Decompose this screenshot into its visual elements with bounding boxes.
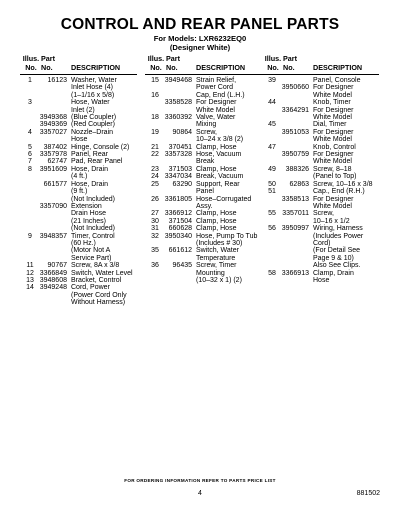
illus-number: 30 [151,217,159,225]
description-header: DESCRIPTION [196,63,246,72]
part-number: 370451 [168,143,192,151]
illus-number: 11 [26,262,34,270]
part-number: 371503 [168,165,192,173]
parts-row [262,240,379,247]
part-header: Part No. [166,54,180,72]
parts-row [20,136,137,143]
parts-row [145,247,262,254]
illus-number: 56 [268,225,276,233]
parts-row [145,166,262,173]
parts-row [145,107,262,114]
parts-row [20,129,137,136]
part-number: 90864 [172,128,192,136]
illus-number: 25 [151,180,159,188]
parts-row [145,144,262,151]
parts-row [145,255,262,262]
part-description: (Panel to Top) [313,173,357,181]
part-description: Screw, Timer [196,262,237,270]
parts-row [145,151,262,158]
part-description: Wiring, Harness [313,225,363,233]
part-description: Bracket, Control [71,276,122,284]
parts-row [262,181,379,188]
part-description: Assy. [196,202,213,210]
part-number: 3357027 [39,128,67,136]
part-description: Cap, End (L.H.) [196,91,245,99]
part-number: 661612 [168,247,192,255]
part-number: 388326 [285,165,309,173]
illus-number: 8 [28,165,32,173]
part-number: 3949369 [39,121,67,129]
parts-row [145,136,262,143]
part-number: 3950997 [281,225,309,233]
description-header: DESCRIPTION [313,63,363,72]
parts-row [20,262,137,269]
column-header [20,54,137,75]
part-number: 3357978 [39,151,67,159]
parts-row [20,181,137,188]
parts-row [20,173,137,180]
parts-row [20,77,137,84]
parts-row [262,218,379,225]
parts-row [145,240,262,247]
part-description: Clamp, Drain [313,269,354,277]
parts-list [145,77,262,284]
parts-row [20,196,137,203]
illus-number: 7 [28,158,32,166]
column-header [262,54,379,75]
illus-number: 16 [151,91,159,99]
illus-number: 5 [28,143,32,151]
part-description: Break, Vacuum [196,173,244,181]
part-number: 3951053 [281,128,309,136]
part-description: (60 Hz.) [71,239,96,247]
parts-row [20,240,137,247]
parts-list [262,77,379,284]
parts-column-3 [262,54,379,284]
parts-row [262,77,379,84]
parts-row [20,188,137,195]
illus-number: 3 [28,99,32,107]
parts-row [262,136,379,143]
part-description: Hose, Drain [71,180,108,188]
part-description: White Model [313,202,352,210]
part-description: Nozzle–Drain [71,128,114,136]
part-number: 3360392 [164,114,192,122]
ordering-note: FOR ORDERING INFORMATION REFER TO PARTS PRICE LIST [124,478,276,483]
part-number: 387402 [43,143,67,151]
part-number: 3950660 [281,84,309,92]
parts-row [20,225,137,232]
part-description: Panel, Console [313,77,361,84]
illus-number: 47 [268,143,276,151]
parts-row [262,92,379,99]
illus-number: 35 [151,247,159,255]
part-description: Hose, Pump To Tub [196,232,258,240]
part-description: Clamp, Hose [196,143,237,151]
illus-number: 49 [268,165,276,173]
part-number: 3949248 [39,284,67,292]
parts-row [262,166,379,173]
parts-row [20,114,137,121]
part-number: 3366849 [39,269,67,277]
parts-row [145,99,262,106]
part-header: Part No. [283,54,297,72]
part-number: 3948608 [39,276,67,284]
illus-number: 1 [28,77,32,84]
part-description: (9 ft.) [71,188,88,196]
parts-row [20,299,137,306]
parts-row [262,225,379,232]
parts-row [262,255,379,262]
part-number: 3361805 [164,195,192,203]
parts-row [262,173,379,180]
part-description: Break [196,158,215,166]
part-number: 660628 [168,225,192,233]
illus-number: 21 [151,143,159,151]
illus-number: 50 [268,180,276,188]
illus-number: 31 [151,225,159,233]
illus-number: 4 [28,128,32,136]
part-description: (10–32 x 1) (2) [196,276,242,284]
parts-row [145,218,262,225]
part-number: 90767 [47,262,67,270]
part-number: 3347034 [164,173,192,181]
illus-number: 6 [28,151,32,159]
parts-row [145,210,262,217]
parts-row [20,255,137,262]
part-description: Temperature [196,254,236,262]
parts-row [145,262,262,269]
illus-number: 32 [151,232,159,240]
part-description: Strain Relief, [196,77,237,84]
parts-row [20,210,137,217]
part-header: Part No. [41,54,55,72]
part-number: 3357328 [164,151,192,159]
parts-row [145,114,262,121]
parts-row [262,188,379,195]
parts-row [262,107,379,114]
illus-number: 14 [26,284,34,292]
page-number: 4 [198,490,202,497]
part-description: Page 9 & 10) [313,254,354,262]
parts-row [262,114,379,121]
illus-number: 39 [268,77,276,84]
models-line: For Models: LXR6232EQ0 [153,34,247,43]
parts-row [262,121,379,128]
part-description: Hose, Vacuum [196,151,242,159]
part-description: For Designer [313,195,354,203]
illus-number: 24 [151,173,159,181]
page-title: CONTROL AND REAR PANEL PARTS [60,16,340,33]
parts-row [20,158,137,165]
part-description: Screw, [313,210,335,218]
parts-row [145,173,262,180]
part-description: Service Part) [71,254,112,262]
illus-number: 45 [268,121,276,129]
part-description: Valve, Water [196,114,236,122]
parts-row [20,277,137,284]
part-description: Clamp, Hose [196,225,237,233]
part-description: (21 Inches) [71,217,107,225]
parts-row [20,151,137,158]
part-description: Hose, Drain [71,165,108,173]
part-description: For Designer [313,84,354,92]
part-description: Knob, Timer [313,99,351,107]
part-description: Knob, Control [313,143,356,151]
parts-row [262,129,379,136]
illus-number: 13 [26,276,34,284]
parts-row [145,181,262,188]
part-description: (Includes # 30) [196,239,243,247]
part-description: White Model [196,106,235,114]
part-description: Extension [71,202,102,210]
parts-row [145,188,262,195]
parts-row [20,144,137,151]
parts-row [262,262,379,269]
part-description: For Designer [313,151,354,159]
illus-header: Illus. No. [264,54,282,72]
part-description: Clamp, Hose [196,165,237,173]
part-description: Panel, Rear [71,151,108,159]
part-description: (4 ft.) [71,173,88,181]
parts-column-2 [145,54,262,284]
illus-number: 18 [151,114,159,122]
illus-number: 44 [268,99,276,107]
illus-number: 12 [26,269,34,277]
part-number: 63290 [172,180,192,188]
part-description: Panel [196,188,214,196]
parts-row [145,233,262,240]
part-description: Also See Clips. [313,262,361,270]
part-description: Cord) [313,239,331,247]
part-description: Screw, 10–16 x 3/8 [313,180,373,188]
part-description: Power Cord [196,84,233,92]
part-description: White Model [313,114,352,122]
part-description: Mixing [196,121,217,129]
part-number: 3951609 [39,165,67,173]
part-number: 16123 [47,77,67,84]
part-description: 10–24 x 3/8 (2) [196,136,244,144]
part-number: 3366913 [281,269,309,277]
parts-row [20,247,137,254]
part-number: 62863 [289,180,309,188]
description-header: DESCRIPTION [71,63,121,72]
part-number: 96435 [172,262,192,270]
part-description: White Model [313,91,352,99]
illus-number: 36 [151,262,159,270]
part-number: 3357090 [39,202,67,210]
parts-row [145,77,262,84]
part-number: 661577 [43,180,67,188]
part-description: (Red Coupler) [71,121,115,129]
illus-number: 51 [268,188,276,196]
part-description: Hinge, Console (2) [71,143,130,151]
part-number: 3357011 [282,210,309,218]
parts-row [262,84,379,91]
parts-row [145,158,262,165]
part-description: (Blue Coupler) [71,114,117,122]
parts-row [20,121,137,128]
part-description: (Motor Not A [71,247,111,255]
part-description: Switch, Water [196,247,239,255]
part-description: (1–1/16 x 5/8) [71,91,115,99]
part-description: Washer, Water [71,77,117,84]
part-number: 3950759 [281,151,309,159]
part-description: (Includes Power [313,232,364,240]
parts-row [262,99,379,106]
parts-row [262,270,379,277]
part-description: (Not Included) [71,225,115,233]
parts-row [262,196,379,203]
parts-row [262,151,379,158]
parts-row [262,233,379,240]
illus-number: 23 [151,165,159,173]
parts-row [20,99,137,106]
illus-header: Illus. No. [22,54,40,72]
part-description: For Designer [196,99,237,107]
parts-row [145,270,262,277]
variant-line: (Designer White) [169,43,231,52]
parts-row [20,107,137,114]
illus-number: 26 [151,195,159,203]
part-number: 371504 [168,217,192,225]
part-description: Screw, [196,128,218,136]
illus-header: Illus. No. [147,54,165,72]
part-description: Clamp, Hose [196,217,237,225]
part-description: Without Harness) [71,299,126,307]
part-description: Support, Rear [196,180,240,188]
parts-row [20,84,137,91]
parts-row [145,203,262,210]
parts-row [20,292,137,299]
parts-row [20,270,137,277]
illus-number: 58 [268,269,276,277]
part-description: Clamp, Hose [196,210,237,218]
part-description: (Not Included) [71,195,115,203]
part-description: (Power Cord Only [71,291,127,299]
part-number: 3949468 [164,77,192,84]
part-description: Cap., End (R.H.) [313,188,365,196]
parts-row [20,233,137,240]
parts-row [20,218,137,225]
part-number: 3950340 [164,232,192,240]
parts-row [20,284,137,291]
part-number: 62747 [47,158,67,166]
illus-number: 27 [151,210,159,218]
parts-row [145,277,262,284]
column-header [145,54,262,75]
parts-row [262,144,379,151]
part-description: Hose [313,276,330,284]
part-description: Dial, Timer [313,121,347,129]
part-number: 3358513 [281,195,309,203]
illus-number: 15 [151,77,159,84]
part-description: Drain Hose [71,210,107,218]
part-description: Pad, Rear Panel [71,158,123,166]
part-number: 3366912 [164,210,192,218]
parts-row [262,158,379,165]
parts-list [20,77,137,307]
part-description: Hose, Water [71,99,110,107]
parts-row [262,277,379,284]
parts-row [20,92,137,99]
part-description: Screw, 8–18 [313,165,352,173]
parts-row [145,196,262,203]
document-number: 881502 [356,490,380,497]
parts-row [262,203,379,210]
part-description: 10–16 x 1/2 [313,217,350,225]
part-description: Inlet Hose (4) [71,84,114,92]
parts-row [145,225,262,232]
part-description: Timer, Control [71,232,115,240]
parts-row [145,84,262,91]
illus-number: 22 [151,151,159,159]
part-number: 3358528 [164,99,192,107]
parts-row [20,203,137,210]
parts-row [145,121,262,128]
part-description: Mounting [196,269,225,277]
illus-number: 55 [268,210,276,218]
part-description: Screw, 8A x 3/8 [71,262,120,270]
part-number: 3364291 [281,106,309,114]
illus-number: 9 [28,232,32,240]
parts-row [145,92,262,99]
part-description: Inlet (2) [71,106,95,114]
part-description: White Model [313,136,352,144]
parts-row [262,210,379,217]
part-description: Hose–Corrugated [196,195,252,203]
parts-row [262,247,379,254]
parts-row [20,166,137,173]
part-number: 3948357 [39,232,67,240]
part-description: For Designer [313,106,354,114]
part-description: Switch, Water Level [71,269,133,277]
illus-number: 19 [151,128,159,136]
parts-row [145,129,262,136]
parts-column-1 [20,54,137,307]
part-description: Hose [71,136,88,144]
part-description: For Designer [313,128,354,136]
part-description: White Model [313,158,352,166]
part-description: (For Detail See [313,247,361,255]
part-number: 3949368 [39,114,67,122]
part-description: Cord, Power [71,284,110,292]
